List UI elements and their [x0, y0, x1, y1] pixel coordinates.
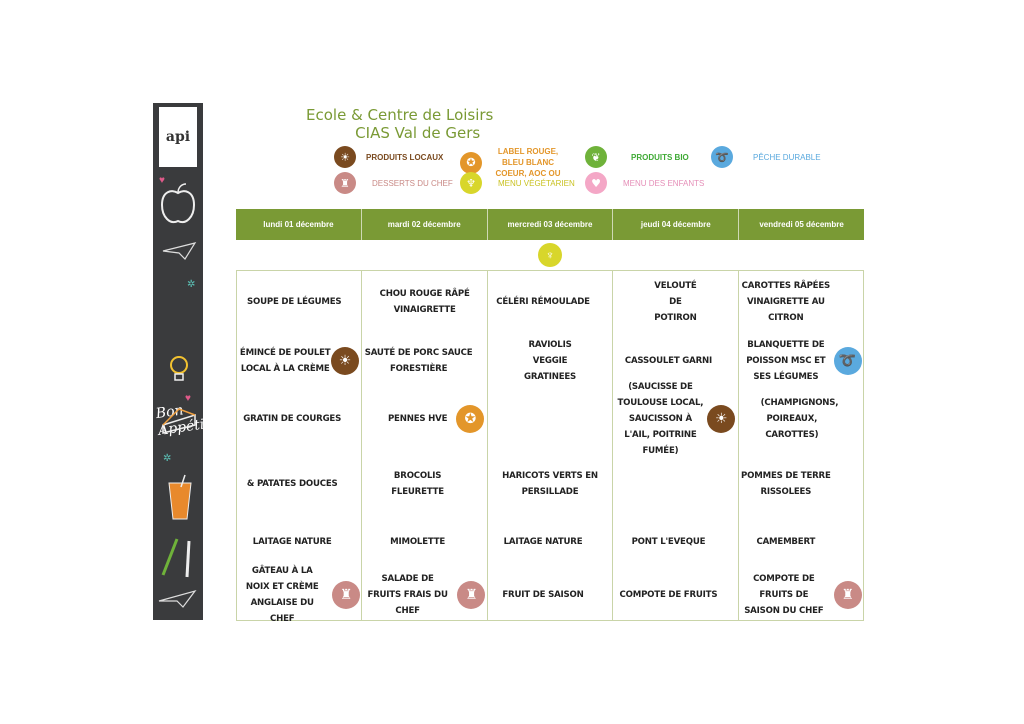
bon-appetit-text: Bon Appétit — [154, 402, 211, 439]
day-column-tuesday — [362, 271, 487, 620]
days-header — [236, 209, 864, 240]
dish: BROCOLIS FLEURETTE — [391, 471, 444, 497]
chef-hat-icon: ♜ — [332, 581, 360, 609]
dish: CÉLÉRI RÉMOULADE — [496, 297, 590, 307]
dish: ÉMINCÉ DE POULET LOCAL À LA CRÈME — [239, 348, 331, 374]
day-column-wednesday — [488, 271, 613, 620]
dish: RAVIOLIS VEGGIE GRATINEES — [523, 340, 577, 382]
legend-item-desserts — [334, 172, 453, 194]
sun-icon: ☀ — [334, 146, 356, 168]
title-line-2: CIAS Val de Gers — [355, 124, 481, 142]
day-header: mercredi 03 décembre — [488, 209, 614, 240]
dish: CAROTTES RÂPÉES VINAIGRETTE AU CITRON — [741, 281, 830, 323]
dish: CAMEMBERT — [756, 537, 816, 547]
legend-item-vegetarien — [460, 172, 575, 194]
dish: SAUTÉ DE PORC SAUCE FORESTIÈRE — [364, 348, 473, 374]
heart-doodle-icon: ♥ — [185, 393, 191, 404]
dish: SOUPE DE LÉGUMES — [246, 297, 342, 307]
award-icon: ✪ — [460, 152, 482, 174]
award-icon: ✪ — [456, 405, 484, 433]
chalkboard-strip — [153, 103, 211, 620]
paper-plane-doodle-icon — [161, 241, 197, 261]
menu-grid — [236, 270, 864, 624]
apple-doodle-icon — [159, 179, 197, 229]
drink-glass-doodle-icon — [163, 473, 197, 521]
chef-hat-icon: ♜ — [334, 172, 356, 194]
chef-hat-icon: ♜ — [457, 581, 485, 609]
legend-label: LABEL ROUGE, BLEU BLANC COEUR, AOC OU — [495, 147, 561, 178]
legend-label: PRODUITS BIO — [631, 152, 689, 162]
dish: SALADE DE FRUITS FRAIS DU CHEF — [367, 574, 448, 616]
legend-label: MENU DES ENFANTS — [623, 178, 705, 188]
api-logo: api — [159, 107, 197, 167]
dish: POMMES DE TERRE RISSOLEES — [741, 471, 831, 497]
dish: VELOUTÉ DE POTIRON — [654, 281, 697, 323]
sun-icon: ☀ — [331, 347, 359, 375]
menu-title — [306, 106, 493, 142]
day-column-monday — [237, 271, 362, 624]
dish: CHOU ROUGE RÂPÉ VINAIGRETTE — [379, 289, 470, 315]
chef-hat-icon: ♜ — [834, 581, 862, 609]
legend-label: PÊCHE DURABLE — [753, 152, 821, 162]
heart-icon: ♥ — [585, 172, 607, 194]
dish: GÂTEAU À LA NOIX ET CRÈME ANGLAISE DU CHEF — [245, 566, 319, 624]
vegetable-icon: ♆ — [460, 172, 482, 194]
dish: GRATIN DE COURGES — [243, 414, 342, 424]
day-header: vendredi 05 décembre — [759, 220, 844, 229]
dish: LAITAGE NATURE — [503, 537, 583, 547]
legend-label: DESSERTS DU CHEF — [372, 178, 453, 188]
flower-doodle-icon: ✲ — [187, 279, 196, 290]
dish: FRUIT DE SAISON — [502, 590, 584, 600]
dish: PONT L'EVEQUE — [631, 537, 706, 547]
fish-icon: ➰ — [711, 146, 733, 168]
paper-plane-doodle-icon — [157, 589, 197, 609]
dish: MIMOLETTE — [390, 537, 446, 547]
fish-icon: ➰ — [834, 347, 862, 375]
legend-label: PRODUITS LOCAUX — [366, 152, 444, 162]
vegetable-icon: ♆ — [538, 243, 562, 267]
day-header: lundi 01 décembre — [236, 209, 362, 240]
dish: COMPOTE DE FRUITS — [619, 590, 718, 600]
dish: HARICOTS VERTS EN PERSILLADE — [502, 471, 598, 497]
dish: PENNES HVE — [387, 414, 448, 424]
cake-doodle-icon — [159, 405, 199, 435]
heart-doodle-icon: ♥ — [159, 175, 165, 186]
dish: COMPOTE DE FRUITS DE SAISON DU CHEF — [744, 574, 824, 616]
dish: (SAUCISSE DE TOULOUSE LOCAL, SAUCISSON À L'AIL, POITRINE FUMÉE) — [617, 382, 704, 456]
legend-item-bio — [585, 146, 689, 168]
dish: (CHAMPIGNONS, POIREAUX, CAROTTES) — [760, 398, 839, 440]
day-header: mardi 02 décembre — [362, 209, 488, 240]
day-header: jeudi 04 décembre — [613, 209, 739, 240]
legend-item-peche — [711, 146, 821, 168]
lightbulb-doodle-icon — [167, 353, 191, 385]
flower-doodle-icon: ✲ — [163, 453, 172, 464]
day-column-friday — [739, 271, 863, 620]
dish: LAITAGE NATURE — [252, 537, 332, 547]
leaf-icon: ❦ — [585, 146, 607, 168]
legend-item-enfants — [585, 172, 704, 194]
legend-label: MENU VÉGÉTARIEN — [498, 178, 575, 188]
legend-item-local — [334, 146, 443, 168]
dish: & PATATES DOUCES — [246, 479, 338, 489]
dish: BLANQUETTE DE POISSON MSC ET SES LÉGUMES — [746, 340, 826, 382]
day-column-thursday — [613, 271, 738, 620]
title-line-1: Ecole & Centre de Loisirs — [306, 106, 494, 124]
sun-icon: ☀ — [707, 405, 735, 433]
pencil-doodle-icon — [157, 531, 197, 581]
dish: CASSOULET GARNI — [624, 356, 712, 366]
